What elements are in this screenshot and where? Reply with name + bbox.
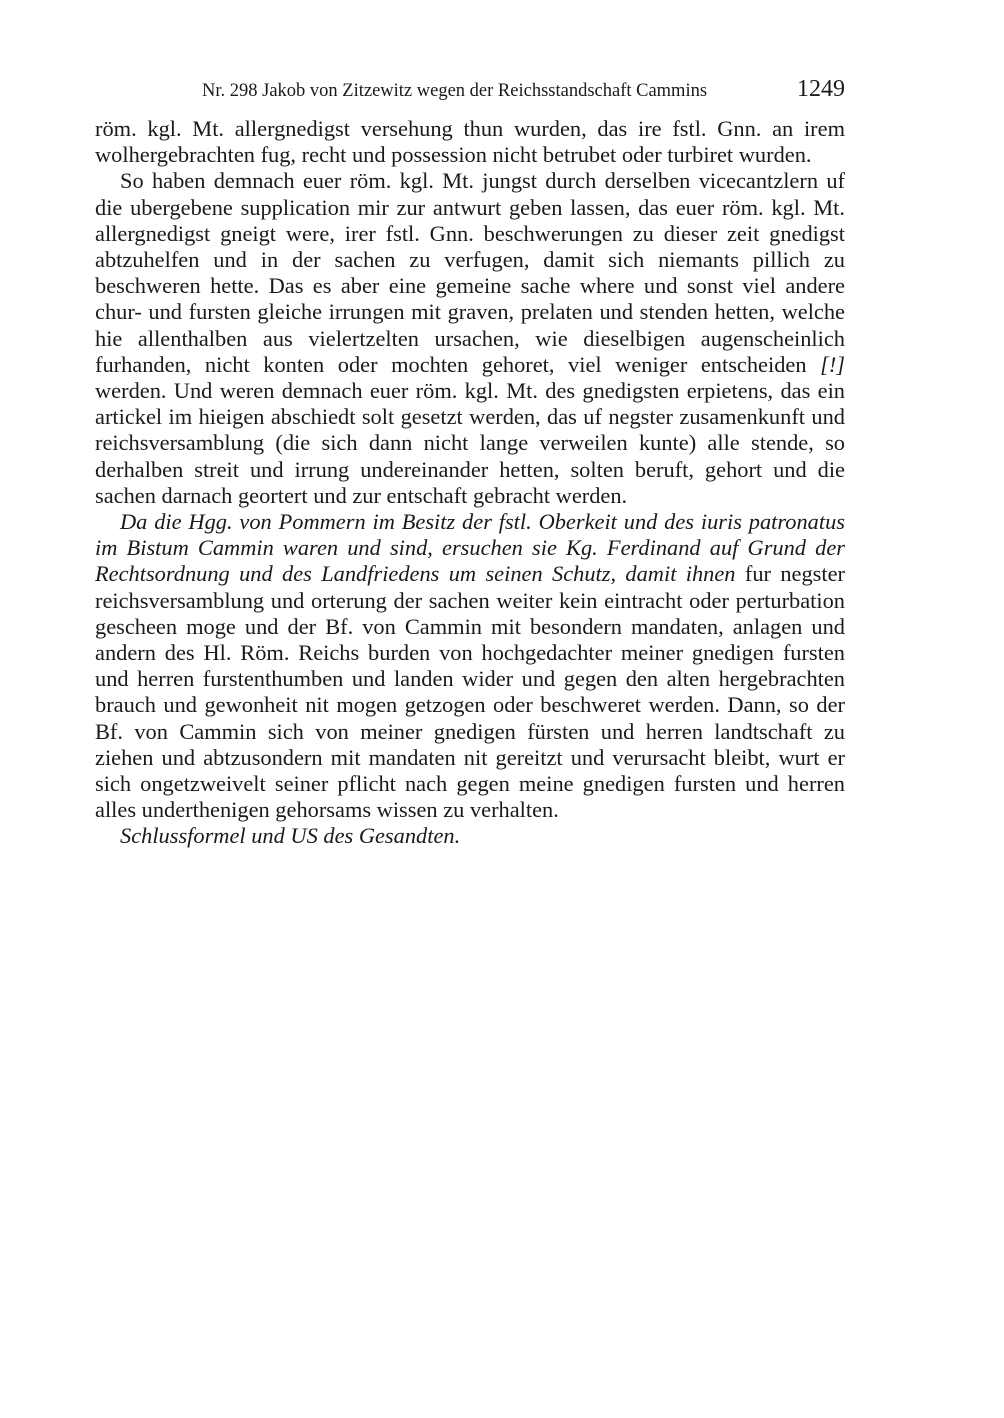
- document-page: [95, 76, 845, 850]
- running-title: Nr. 298 Jakob von Zitzewitz wegen der Reichsstandschaft Cammins: [202, 81, 708, 101]
- paragraph-2-text-b: werden. Und weren demnach euer röm. kgl. Mt. des gnedigsten erpietens, das ein artickel im hieigen abschiedt solt gesetzt werden, das uf negster zusamenkunft und reichsversamblung (die sich dann nicht lange verweilen kunte) alle stende, so derhalben streit und irrung undereinander hetten, solten beruft, gehort und die sachen darnach geortert und zur entschaft gebracht werden.: [95, 378, 845, 508]
- closing-note: Schlussformel und US des Gesandten.: [120, 823, 461, 849]
- paragraph-1: röm. kgl. Mt. allergnedigst versehung thun wurden, das ire fstl. Gnn. an irem wolhergebrachten fug, recht und possession nicht betrubet oder turbiret wurden.: [95, 116, 845, 168]
- editorial-note: [!]: [820, 351, 845, 377]
- page-number: 1249: [797, 76, 845, 102]
- paragraph-3: [95, 509, 845, 823]
- body-text: [95, 116, 845, 850]
- paragraph-2: [95, 168, 845, 509]
- paragraph-3-editorial-summary: Da die Hgg. von Pommern im Besitz der fstl. Oberkeit und des iuris patronatus im Bistum Cammin waren und sind, ersuchen sie Kg. Ferdinand auf Grund der Rechtsordnung und des Landfriedens um seinen Schutz, damit ihnen: [95, 509, 845, 587]
- paragraph-2-text-a: So haben demnach euer röm. kgl. Mt. jungst durch derselben vicecantzlern uf die ubergebene supplication mir zur antwurt geben lassen, das euer röm. kgl. Mt. allergnedigst gneigt were, irer fstl. Gnn. beschwerungen zu dieser zeit gnedigst abtzuhelfen und in der sachen zu verfugen, damit sich niemants pillich zu beschweren hette. Das es aber eine gemeine sache where und sonst viel andere chur- und fursten gleiche irrungen mit graven, prelaten und stenden hetten, welche hie allenthalben aus vielertzelten ursachen, wie dieselbigen augenscheinlich furhanden, nicht konten oder mochten gehoret, viel weniger entscheiden: [95, 168, 845, 377]
- running-header: [95, 76, 845, 116]
- paragraph-3-text: fur negster reichsversamblung und orterung der sachen weiter kein eintracht oder perturbation gescheen moge und der Bf. von Cammin mit besondern mandaten, anlagen und andern des Hl. Röm. Reichs burden von hochgedachter meiner gnedigen fursten und herren furstenthumben und landen wider und gegen den alten hergebrachten brauch und gewonheit nit mogen getzogen oder beschweret werden. Dann, so der Bf. von Cammin sich von meiner gnedigen fürsten und herren landtschaft zu ziehen und abtzusondern mit mandaten nit gereitzt und verursacht bleibt, wurt er sich ongetzweivelt seiner pflicht nach gegen meine gnedigen fursten und herren alles underthenigen gehorsams wissen zu verhalten.: [95, 561, 845, 823]
